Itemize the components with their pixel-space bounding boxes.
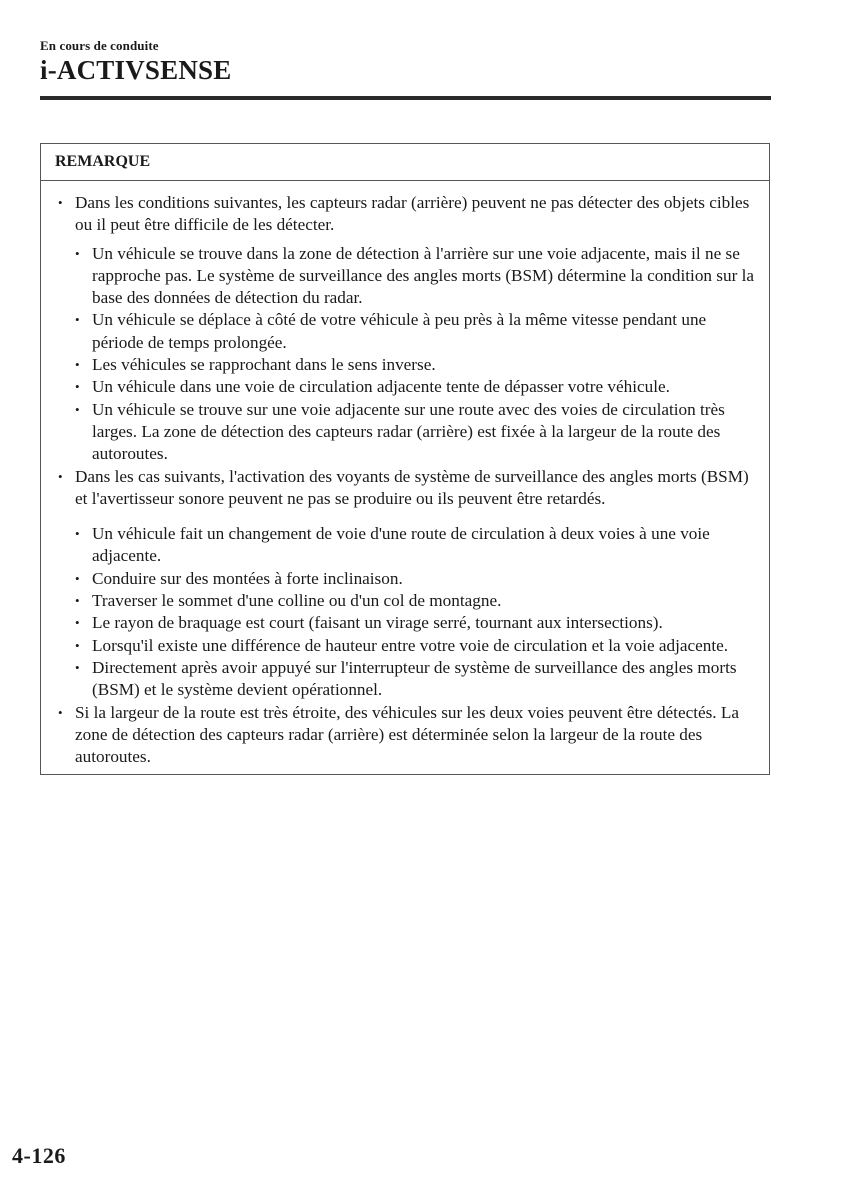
sub-list [55, 243, 759, 466]
sub-bullet-item: • Les véhicules se rapprochant dans le sens inverse. [55, 354, 759, 376]
sub-bullet-item: • Un véhicule se déplace à côté de votre véhicule à peu près à la même vitesse pendant une période de temps prolongée. [55, 309, 759, 354]
bullet-item: • Si la largeur de la route est très étroite, des véhicules sur les deux voies peuvent être détectés. La zone de détection des capteurs radar (arrière) est déterminée selon la largeur de la route des autoroutes. [55, 702, 759, 769]
sub-bullet-item: • Conduire sur des montées à forte inclinaison. [55, 568, 759, 590]
header-rule [40, 96, 771, 100]
bullet-item: • Dans les conditions suivantes, les capteurs radar (arrière) peuvent ne pas détecter des objets cibles ou il peut être difficile de les détecter. [55, 192, 759, 237]
sub-bullet-item: • Un véhicule dans une voie de circulation adjacente tente de dépasser votre véhicule. [55, 376, 759, 398]
note-body [41, 181, 769, 774]
bullet-item: • Dans les cas suivants, l'activation des voyants de système de surveillance des angles morts (BSM) et l'avertisseur sonore peuvent ne pas se produire ou ils peuvent être retardés. [55, 466, 759, 511]
sub-bullet-item: • Le rayon de braquage est court (faisant un virage serré, tournant aux intersections). [55, 612, 759, 634]
page-title: i-ACTIVSENSE [40, 55, 232, 85]
note-heading: REMARQUE [41, 144, 769, 181]
sub-bullet-item: • Traverser le sommet d'une colline ou d'un col de montagne. [55, 590, 759, 612]
section-label: En cours de conduite [40, 38, 159, 53]
page-number: 4-126 [12, 1143, 66, 1168]
sub-bullet-item: • Un véhicule se trouve sur une voie adjacente sur une route avec des voies de circulation très larges. La zone de détection des capteurs radar (arrière) est fixée à la largeur de la route des autoroutes. [55, 399, 759, 466]
sub-bullet-item: • Lorsqu'il existe une différence de hauteur entre votre voie de circulation et la voie adjacente. [55, 635, 759, 657]
sub-bullet-item: • Directement après avoir appuyé sur l'interrupteur de système de surveillance des angles morts (BSM) et le système devient opérationnel. [55, 657, 759, 702]
note-box [40, 143, 770, 775]
sub-list [55, 523, 759, 701]
sub-bullet-item: • Un véhicule fait un changement de voie d'une route de circulation à deux voies à une voie adjacente. [55, 523, 759, 568]
sub-bullet-item: • Un véhicule se trouve dans la zone de détection à l'arrière sur une voie adjacente, mais il ne se rapproche pas. Le système de surveillance des angles morts (BSM) détermine la condition sur la base des données de détection du radar. [55, 243, 759, 310]
